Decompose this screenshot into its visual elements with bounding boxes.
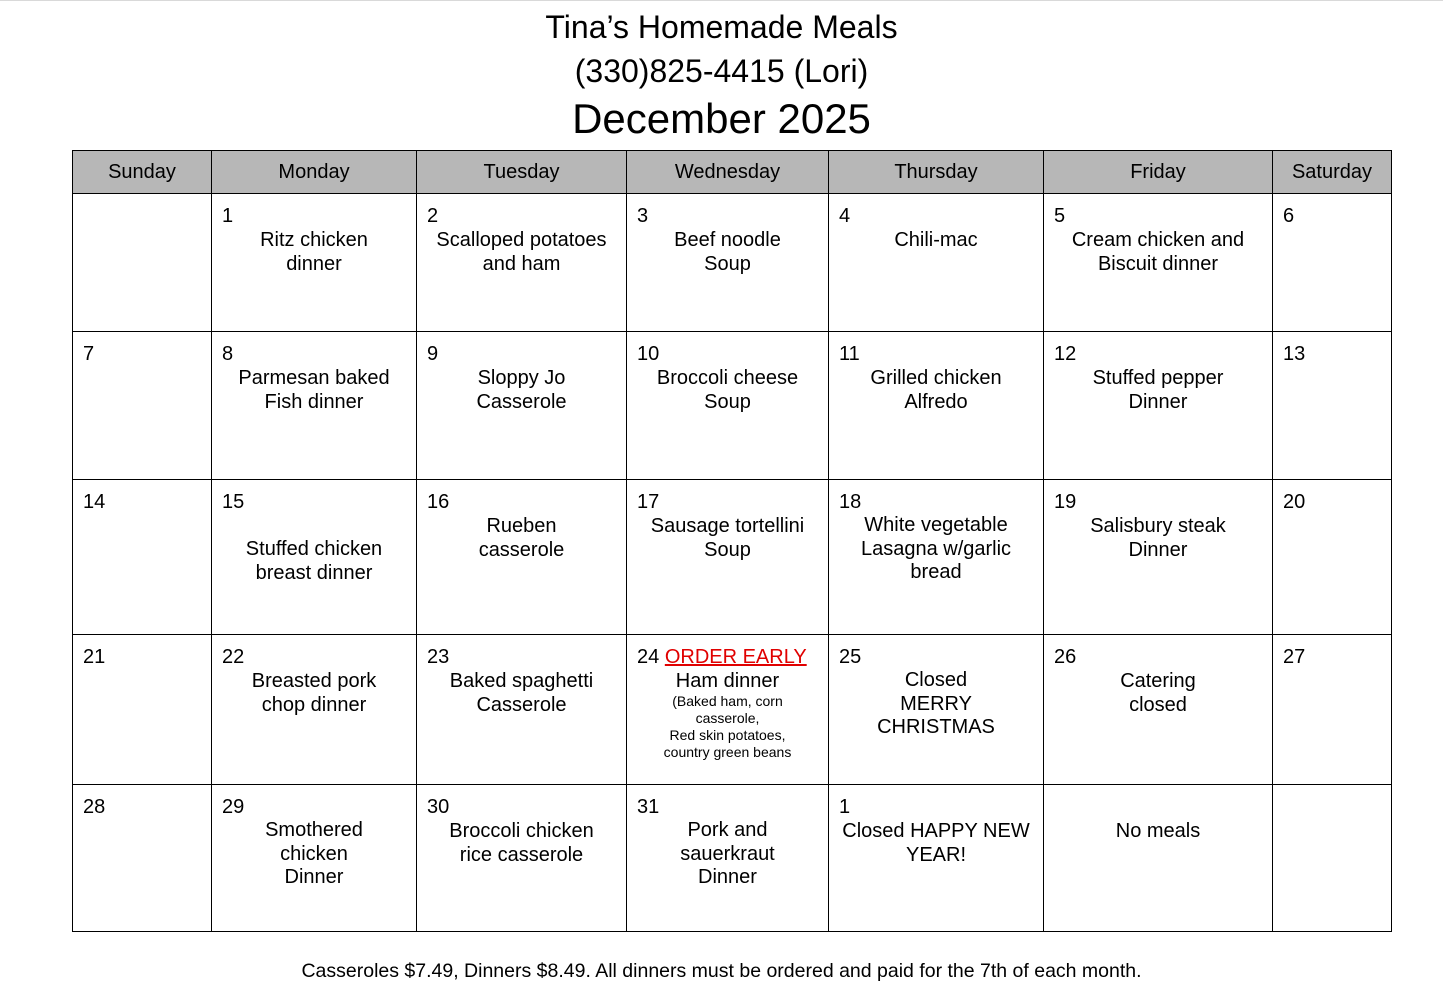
day-number: 7 (83, 343, 95, 365)
day-cell (1273, 332, 1392, 480)
meal-line: Broccoli cheese (656, 367, 799, 389)
meal-line: Closed HAPPY NEW (842, 820, 1030, 842)
day-cell (627, 480, 829, 635)
meal-line: Beef noodle (674, 229, 781, 251)
weekday-wednesday: Wednesday (627, 151, 829, 194)
meal-text (216, 366, 412, 414)
contact-phone: (330)825-4415 (Lori) (574, 53, 869, 89)
day-number: 15 (222, 491, 245, 513)
day-cell (73, 635, 212, 785)
meal-text (421, 669, 622, 717)
meal-note-line: country green beans (663, 744, 792, 760)
day-number: 22 (222, 646, 245, 668)
day-number: 2 (427, 205, 439, 227)
meal-line: Baked spaghetti (449, 670, 594, 692)
day-cell (73, 480, 212, 635)
day-cell (417, 194, 627, 332)
meal-line: breast dinner (255, 562, 373, 584)
meal-text (421, 514, 622, 562)
day-number: 12 (1054, 343, 1077, 365)
day-number: 4 (839, 205, 851, 227)
meal-text (1048, 366, 1268, 414)
meal-line: Catering (1120, 670, 1196, 692)
meal-text (833, 366, 1039, 414)
day-cell (212, 480, 417, 635)
meal-text (631, 514, 824, 562)
day-cell (212, 194, 417, 332)
day-number: 29 (222, 796, 245, 818)
day-cell (417, 480, 627, 635)
day-cell (1273, 194, 1392, 332)
meal-line: Ritz chicken (260, 229, 368, 251)
meal-line: Broccoli chicken (449, 820, 594, 842)
meal-line: dinner (286, 253, 342, 275)
day-cell (1044, 635, 1273, 785)
day-cell (829, 332, 1044, 480)
meal-text (216, 537, 412, 585)
day-cell (829, 785, 1044, 932)
day-cell (73, 785, 212, 932)
meal-line: Biscuit dinner (1097, 253, 1219, 275)
day-number: 1 (222, 205, 234, 227)
day-number: 23 (427, 646, 450, 668)
day-cell (212, 332, 417, 480)
meal-line: Grilled chicken (870, 367, 1002, 389)
meal-line: Casserole (476, 694, 567, 716)
day-cell (627, 194, 829, 332)
day-cell (1273, 785, 1392, 932)
day-number: 26 (1054, 646, 1077, 668)
week-row-2 (73, 332, 1392, 480)
day-number: 30 (427, 796, 450, 818)
meal-line: and ham (482, 253, 561, 275)
meal-text (421, 819, 622, 867)
day-cell (212, 635, 417, 785)
day-number: 17 (637, 491, 660, 513)
meal-line: Closed (904, 669, 968, 691)
meal-text (421, 228, 622, 276)
meal-text (1048, 819, 1268, 843)
day-number: 1 (839, 796, 851, 818)
calendar-table (72, 150, 1392, 932)
day-cell (417, 332, 627, 480)
meal-line: rice casserole (459, 844, 584, 866)
meal-note-line: casserole, (695, 710, 760, 726)
week-row-1 (73, 194, 1392, 332)
meal-line: closed (1129, 694, 1187, 716)
day-cell (1044, 785, 1273, 932)
week-row-4 (73, 635, 1392, 785)
meal-line: Soup (704, 253, 751, 275)
day-cell (212, 785, 417, 932)
meal-text (631, 366, 824, 414)
meal-text (631, 669, 824, 761)
day-number: 13 (1283, 343, 1306, 365)
meal-line: No meals (1115, 820, 1201, 842)
meal-line: CHRISTMAS (877, 716, 995, 738)
week-row-5 (73, 785, 1392, 932)
meal-line: Fish dinner (264, 391, 364, 413)
day-cell (1273, 635, 1392, 785)
day-cell (829, 480, 1044, 635)
meal-text (631, 819, 824, 890)
day-cell (1044, 332, 1273, 480)
meal-line: Breasted pork (251, 670, 377, 692)
order-early-notice: ORDER EARLY (664, 646, 807, 668)
meal-line: Parmesan baked (238, 367, 390, 389)
meal-line: chicken (280, 842, 348, 865)
calendar-month: December 2025 (572, 95, 871, 142)
meal-text (631, 228, 824, 276)
meal-text (1048, 228, 1268, 276)
meal-text (833, 669, 1039, 740)
meal-line: Casserole (476, 391, 567, 413)
meal-text (216, 819, 412, 890)
meal-line: Chili-mac (894, 229, 978, 251)
meal-line: Dinner (1128, 391, 1188, 413)
weekday-friday: Friday (1044, 151, 1273, 194)
day-cell (417, 635, 627, 785)
meal-line: Dinner (1128, 539, 1188, 561)
meal-line: sauerkraut (680, 842, 775, 865)
day-cell (829, 194, 1044, 332)
meal-line: Smothered (265, 819, 363, 841)
meal-line: White vegetable (864, 514, 1008, 536)
top-border-line (0, 0, 1443, 1)
day-number (637, 646, 807, 668)
pricing-footer: Casseroles $7.49, Dinners $8.49. All dinners must be ordered and paid for the 7th of each month. (301, 960, 1142, 982)
meal-note-line: Red skin potatoes, (669, 727, 786, 743)
day-cell (73, 332, 212, 480)
meal-line: Salisbury steak (1090, 515, 1226, 537)
meal-text (216, 669, 412, 717)
meal-line: Stuffed chicken (245, 538, 383, 560)
day-cell (627, 332, 829, 480)
day-number: 10 (637, 343, 660, 365)
meal-note-line: (Baked ham, corn (672, 693, 783, 709)
weekday-thursday: Thursday (829, 151, 1044, 194)
meal-text (216, 228, 412, 276)
week-row-3 (73, 480, 1392, 635)
meal-text (1048, 669, 1268, 717)
day-number: 28 (83, 796, 106, 818)
day-number: 20 (1283, 491, 1306, 513)
meal-line: Sausage tortellini (650, 515, 805, 537)
day-number: 27 (1283, 646, 1306, 668)
meal-line: Scalloped potatoes (436, 229, 607, 251)
meal-line: Lasagna w/garlic (860, 537, 1012, 560)
meal-line: Ham dinner (675, 670, 780, 692)
meal-line: casserole (478, 539, 565, 561)
day-cell (1273, 480, 1392, 635)
weekday-monday: Monday (212, 151, 417, 194)
meal-text (1048, 514, 1268, 562)
meal-line: Alfredo (904, 391, 968, 413)
meal-line: Cream chicken and (1071, 229, 1245, 251)
day-cell (1044, 194, 1273, 332)
day-cell (627, 635, 829, 785)
day-number: 3 (637, 205, 649, 227)
meal-line: Dinner (698, 866, 757, 888)
meal-text (421, 366, 622, 414)
weekday-tuesday: Tuesday (417, 151, 627, 194)
meal-line: YEAR! (905, 844, 967, 866)
meal-line: Stuffed pepper (1092, 367, 1224, 389)
day-number: 16 (427, 491, 450, 513)
meal-details (631, 693, 824, 761)
weekday-sunday: Sunday (73, 151, 212, 194)
day-number: 6 (1283, 205, 1295, 227)
day-number: 18 (839, 491, 862, 513)
day-number-value: 24 (637, 646, 660, 668)
meal-line: chop dinner (261, 694, 367, 716)
page-title: Tina’s Homemade Meals (545, 9, 898, 45)
meal-line: bread (910, 561, 962, 583)
day-cell (417, 785, 627, 932)
day-number: 5 (1054, 205, 1066, 227)
meal-text (833, 228, 1039, 252)
day-cell (1044, 480, 1273, 635)
day-number: 19 (1054, 491, 1077, 513)
day-number: 25 (839, 646, 862, 668)
day-number: 31 (637, 796, 660, 818)
day-cell (73, 194, 212, 332)
day-cell (627, 785, 829, 932)
meal-line: Rueben (486, 515, 557, 537)
day-cell (829, 635, 1044, 785)
day-number: 11 (839, 343, 860, 365)
day-number: 9 (427, 343, 439, 365)
day-number: 21 (83, 646, 106, 668)
weekday-saturday: Saturday (1273, 151, 1392, 194)
meal-line: Pork and (687, 819, 768, 841)
meal-text (833, 819, 1039, 867)
meal-line: Sloppy Jo (477, 367, 566, 389)
day-number: 8 (222, 343, 234, 365)
meal-text (833, 514, 1039, 585)
weekday-header-row (73, 151, 1392, 194)
meal-line: Soup (704, 391, 751, 413)
day-number: 14 (83, 491, 106, 513)
meal-line: Soup (704, 539, 751, 561)
meal-line: Dinner (284, 866, 344, 888)
meal-line: MERRY (900, 692, 972, 715)
